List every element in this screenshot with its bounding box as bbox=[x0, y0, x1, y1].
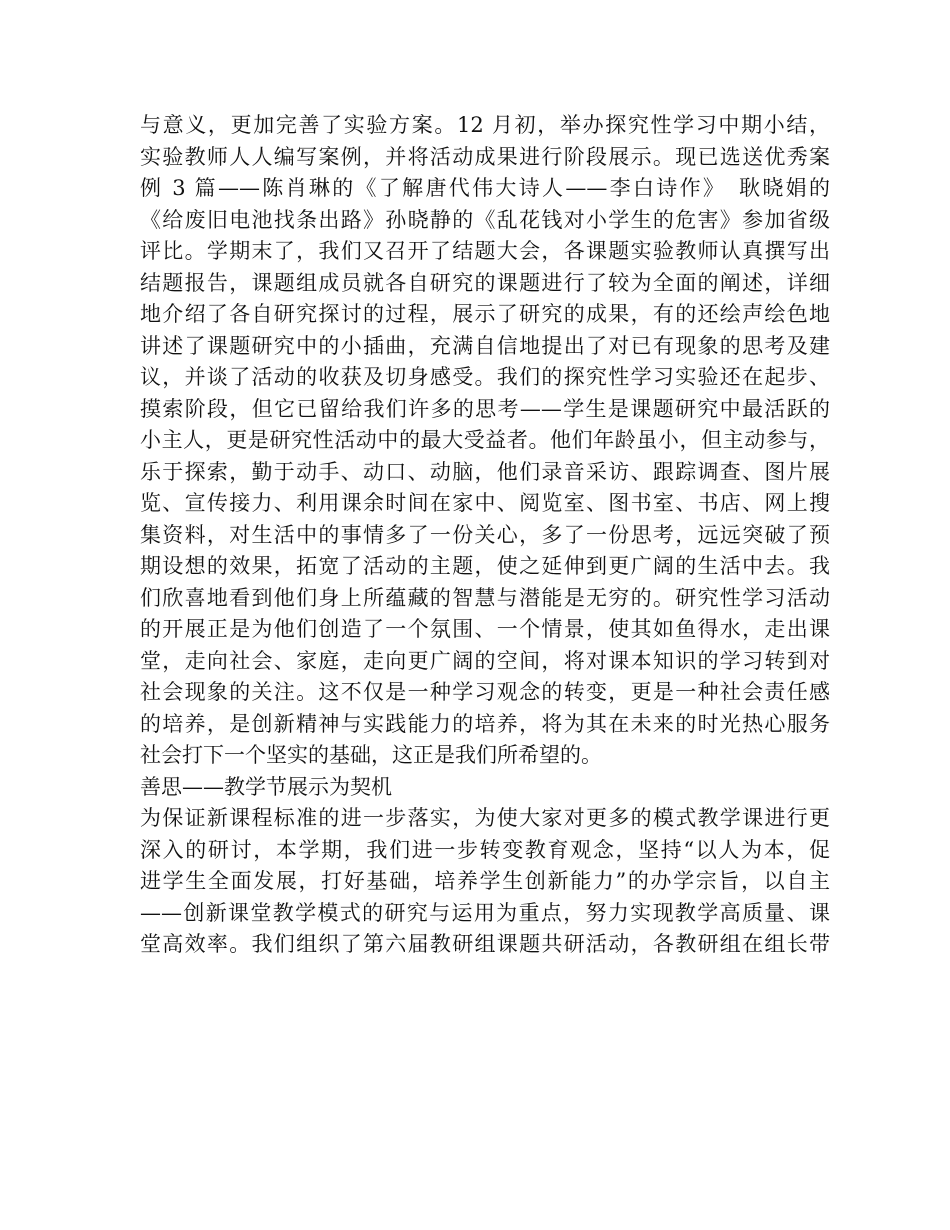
text-line: 结题报告，课题组成员就各自研究的课题进行了较为全面的阐述，详细 bbox=[140, 270, 830, 295]
text-line: 《给废旧电池找条出路》孙晓静的《乱花钱对小学生的危害》参加省级 bbox=[140, 207, 830, 232]
section-heading: 善思——教学节展示为契机 bbox=[140, 774, 392, 799]
text-line: 摸索阶段，但它已留给我们许多的思考——学生是课题研究中最活跃的 bbox=[140, 396, 830, 421]
text-line: 与意义，更加完善了实验方案。12 月初，举办探究性学习中期小结， bbox=[140, 113, 830, 137]
text-line: 进学生全面发展，打好基础，培养学生创新能力”的办学宗旨，以自主 bbox=[140, 869, 830, 893]
text-line: 为保证新课程标准的进一步落实，为使大家对更多的模式教学课进行更 bbox=[140, 806, 830, 830]
text-line: 实验教师人人编写案例，并将活动成果进行阶段展示。现已选送优秀案 bbox=[140, 144, 830, 169]
text-line: 议，并谈了活动的收获及切身感受。我们的探究性学习实验还在起步、 bbox=[140, 365, 830, 389]
text-line: 期设想的效果，拓宽了活动的主题，使之延伸到更广阔的生活中去。我 bbox=[140, 554, 830, 578]
text-line: 们欣喜地看到他们身上所蕴藏的智慧与潜能是无穷的。研究性学习活动 bbox=[140, 585, 830, 610]
text-line: 讲述了课题研究中的小插曲，充满自信地提出了对已有现象的思考及建 bbox=[140, 333, 830, 358]
text-line: 的培养，是创新精神与实践能力的培养，将为其在未来的时光热心服务 bbox=[140, 711, 830, 736]
text-line: 例 3 篇——陈肖琳的《了解唐代伟大诗人——李白诗作》 耿晓娟的 bbox=[140, 176, 830, 200]
text-line: 乐于探索，勤于动手、动口、动脑，他们录音采访、跟踪调查、图片展 bbox=[140, 459, 830, 484]
text-line: 堂，走向社会、家庭，走向更广阔的空间，将对课本知识的学习转到对 bbox=[140, 648, 830, 673]
text-line: 社会现象的关注。这不仅是一种学习观念的转变，更是一种社会责任感 bbox=[140, 680, 830, 704]
text-line: 的开展正是为他们创造了一个氛围、一个情景，使其如鱼得水，走出课 bbox=[140, 617, 830, 641]
text-line: 社会打下一个坚实的基础，这正是我们所希望的。 bbox=[140, 743, 602, 767]
body-text bbox=[140, 110, 830, 961]
text-line: 堂高效率。我们组织了第六届教研组课题共研活动，各教研组在组长带 bbox=[140, 932, 830, 956]
text-line: 览、宣传接力、利用课余时间在家中、阅览室、图书室、书店、网上搜 bbox=[140, 491, 830, 515]
text-line: 评比。学期末了，我们又召开了结题大会，各课题实验教师认真撰写出 bbox=[140, 239, 830, 263]
text-line: 小主人，更是研究性活动中的最大受益者。他们年龄虽小，但主动参与， bbox=[140, 428, 830, 452]
text-line: 深入的研讨，本学期，我们进一步转变教育观念，坚持“以人为本，促 bbox=[140, 837, 830, 862]
text-line: 集资料，对生活中的事情多了一份关心，多了一份思考，远远突破了预 bbox=[140, 522, 830, 547]
text-line: 地介绍了各自研究探讨的过程，展示了研究的成果，有的还绘声绘色地 bbox=[140, 302, 830, 326]
text-line: ——创新课堂教学模式的研究与运用为重点，努力实现教学高质量、课 bbox=[140, 900, 830, 925]
